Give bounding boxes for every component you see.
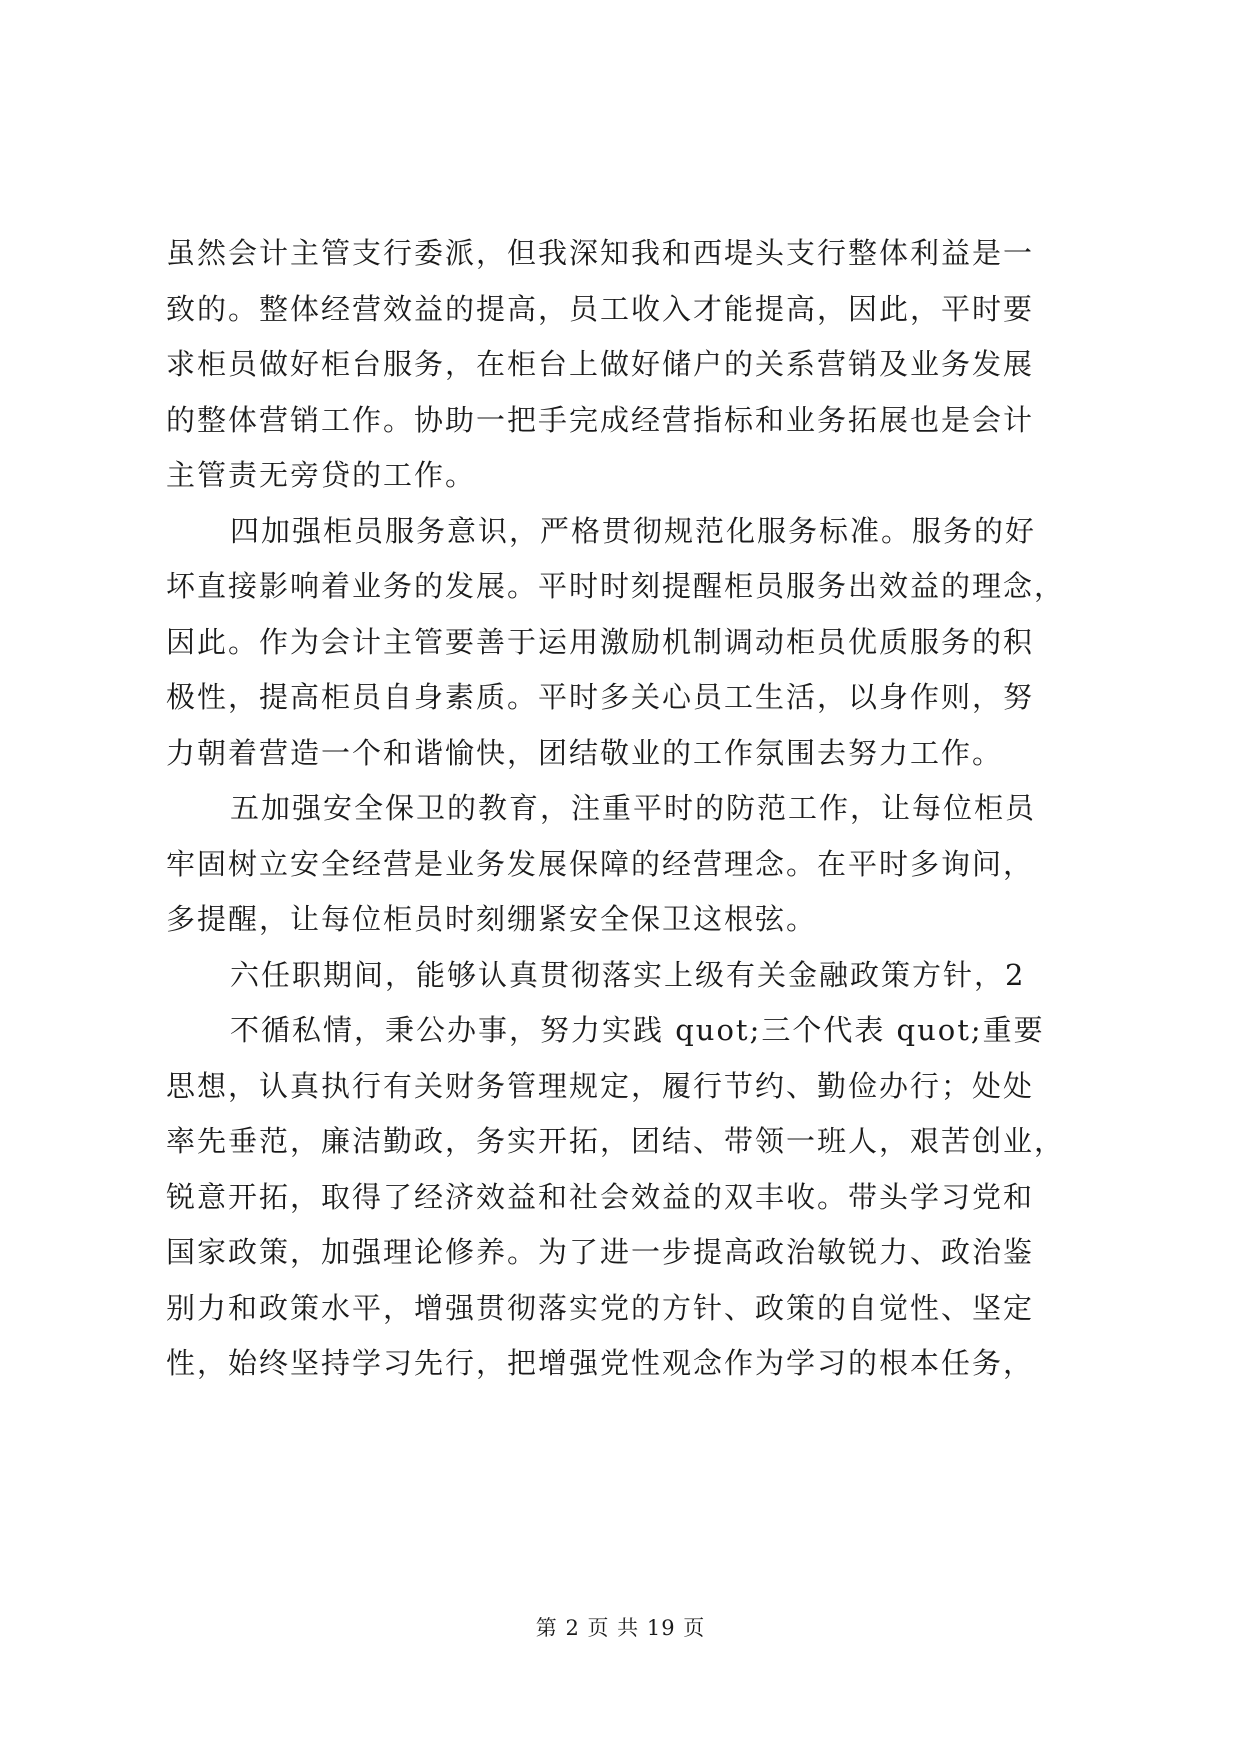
text-line: 力朝着营造一个和谐愉快，团结敬业的工作氛围去努力工作。 [166,735,1004,770]
text-line: 坏直接影响着业务的发展。平时时刻提醒柜员服务出效益的理念， [166,569,1066,603]
text-line: 极性，提高柜员自身素质。平时多关心员工生活，以身作则，努 [166,680,1035,714]
text-line: 致的。整体经营效益的提高，员工收入才能提高，因此，平时要 [166,291,1035,326]
text-line: 牢固树立安全经营是业务发展保障的经营理念。在平时多询问， [166,846,1035,881]
text-line: 的整体营销工作。协助一把手完成经营指标和业务拓展也是会计 [166,402,1035,437]
text-line: 五加强安全保卫的教育，注重平时的防范工作，让每位柜员 [230,791,1037,825]
text-line: 主管责无旁贷的工作。 [166,458,477,492]
text-line: 性，始终坚持学习先行，把增强党性观念作为学习的根本任务， [166,1346,1035,1380]
text-line: 率先垂范，廉洁勤政，务实开拓，团结、带领一班人，艰苦创业， [166,1124,1066,1158]
document-body [166,226,1076,1392]
text-line: 不循私情，秉公办事，努力实践 quot;三个代表 quot;重要 [230,1013,1045,1047]
text-line: 四加强柜员服务意识，严格贯彻规范化服务标准。服务的好 [230,513,1037,548]
text-line: 思想，认真执行有关财务管理规定，履行节约、勤俭办行；处处 [166,1068,1035,1103]
text-line: 多提醒，让每位柜员时刻绷紧安全保卫这根弦。 [166,902,818,936]
text-line: 因此。作为会计主管要善于运用激励机制调动柜员优质服务的积 [166,624,1035,659]
page-footer: 第 2 页 共 19 页 [535,1616,706,1640]
text-line: 别力和政策水平，增强贯彻落实党的方针、政策的自觉性、坚定 [166,1290,1035,1325]
text-line: 求柜员做好柜台服务，在柜台上做好储户的关系营销及业务发展 [166,347,1035,381]
text-line: 锐意开拓，取得了经济效益和社会效益的双丰收。带头学习党和 [166,1179,1035,1214]
text-line: 国家政策，加强理论修养。为了进一步提高政治敏锐力、政治鉴 [166,1235,1035,1269]
text-line: 六任职期间，能够认真贯彻落实上级有关金融政策方针，2 [230,957,1026,992]
text-line: 虽然会计主管支行委派，但我深知我和西堤头支行整体利益是一 [166,236,1035,270]
